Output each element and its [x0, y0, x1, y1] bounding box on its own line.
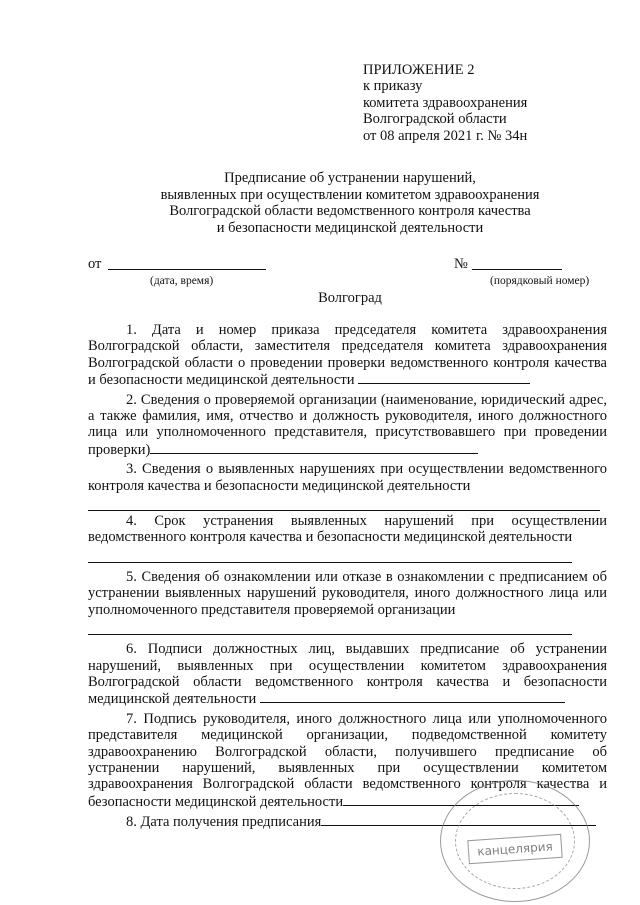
document-body [88, 322, 607, 831]
item-4: 4. Срок устранения выявленных нарушений при осуществлении ведомственного контроля качества и безопасности медицинской деятельности [88, 513, 607, 546]
stamp-label: канцелярия [467, 834, 562, 864]
item-1: 1. Дата и номер приказа председателя комитета здравоохранения Волгоградской области, заместителя председателя комитета здравоохранения Волгоградской области о проведении проверки ведомственного контроля качества и безопасности медицинской деятельности [88, 322, 607, 389]
date-caption: (дата, время) [150, 275, 214, 287]
document-title [90, 170, 610, 236]
appendix-header [363, 62, 623, 144]
item-5: 5. Сведения об ознакомлении или отказе в ознакомлении с предписанием об устранении выявленных нарушений руководителя, иного должностного лица или уполномоченного представителя проверяемой организации [88, 568, 607, 618]
item-2-blank [150, 441, 478, 454]
item-5-blank [88, 620, 572, 635]
item-6: 6. Подписи должностных лиц, выдавших предписание об устранении нарушений, выявленных при осуществлении комитетом здравоохранения Волгоградской области ведомственного контроля качества и безопасности медицинской деятельности [88, 641, 607, 708]
appendix-ref: к приказу [363, 78, 423, 95]
appendix-committee: комитета здравоохранения [363, 94, 528, 111]
appendix-date-number: от 08 апреля 2021 г. № 34н [363, 127, 528, 144]
title-line-2: выявленных при осуществлении комитетом здравоохранения [160, 186, 540, 203]
item-6-blank [260, 690, 565, 703]
office-stamp [440, 780, 590, 902]
appendix-region: Волгоградской области [363, 111, 507, 128]
item-8: 8. Дата получения предписания [88, 813, 607, 830]
number-caption: (порядковый номер) [490, 275, 590, 287]
item-3: 3. Сведения о выявленных нарушениях при осуществлении ведомственного контроля качества и безопасности медицинской деятельности [88, 461, 607, 494]
item-7: 7. Подпись руководителя, иного должностного лица или уполномоченного представителя медицинской организации, подведомственной комитету здравоохранению Волгоградской области, получившего предписание об устранении нарушений, выявленных при осуществлении комитетом здравоохранения Волгоградской области ведомственного контроля качества и безопасности медицинской деятельности [88, 710, 607, 810]
item-4-blank [88, 548, 572, 563]
number-blank [472, 269, 562, 270]
item-3-blank [88, 496, 600, 511]
item-2: 2. Сведения о проверяемой организации (наименование, юридический адрес, а также фамилия, имя, отчество и должность руководителя, иного должностного лица или уполномоченного представителя, присутствовавшего при проведении проверки) [88, 391, 607, 458]
stamp-inner-ring [455, 793, 575, 889]
date-number-row [88, 256, 608, 272]
number-label: № [454, 256, 468, 272]
appendix-title: ПРИЛОЖЕНИЕ 2 [363, 62, 475, 78]
title-line-3: Волгоградской области ведомственного контроля качества [169, 203, 531, 220]
from-label: от [88, 256, 102, 272]
title-line-4: и безопасности медицинской деятельности [216, 219, 484, 236]
item-1-blank [358, 371, 530, 384]
title-line-1: Предписание об устранении нарушений, [224, 170, 476, 186]
date-blank [108, 269, 266, 270]
city: Волгоград [318, 290, 382, 306]
